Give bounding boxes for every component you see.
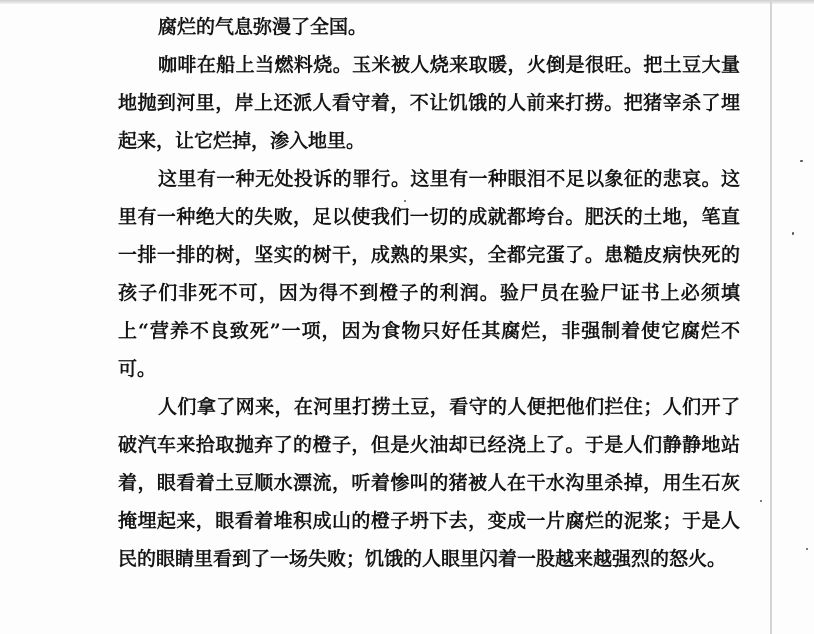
paragraph-1: 腐烂的气息弥漫了全国。 bbox=[158, 16, 368, 38]
page-edge-line bbox=[770, 0, 772, 634]
scan-speck bbox=[760, 500, 762, 502]
scan-speck bbox=[806, 548, 808, 550]
paragraph-3: 这里有一种无处投诉的罪行。这里有一种眼泪不足以象征的悲哀。这里有一种绝大的失败，足以使我们一切的成就都垮台。肥沃的土地，笔直一排一排的树，坚实的树干，成熟的果实，全都完蛋了。患糙皮病快死的孩子们非死不可，因为得不到橙子的利润。验尸员在验尸证书上必须填上“营养不良致死”一项，因为食物只好任其腐烂，非强制着使它腐烂不可。 bbox=[118, 168, 740, 380]
scan-speck bbox=[404, 200, 406, 202]
top-edge-shadow bbox=[0, 0, 814, 4]
scan-speck bbox=[800, 160, 803, 162]
paragraph-2: 咖啡在船上当燃料烧。玉米被人烧来取暖，火倒是很旺。把土豆大量地抛到河里，岸上还派人看守着，不让饥饿的人前来打捞。把猪宰杀了埋起来，让它烂掉，渗入地里。 bbox=[118, 54, 740, 152]
body-text bbox=[118, 8, 740, 578]
scan-speck bbox=[792, 232, 794, 235]
paragraph-4: 人们拿了网来，在河里打捞土豆，看守的人便把他们拦住；人们开了破汽车来拾取抛弃了的橙子，但是火油却已经浇上了。于是人们静静地站着，眼看着土豆顺水漂流，听着惨叫的猪被人在干水沟里杀掉，用生石灰掩埋起来，眼看着堆积成山的橙子坍下去，变成一片腐烂的泥浆；于是人民的眼睛里看到了一场失败；饥饿的人眼里闪着一股越来越强烈的怒火。 bbox=[118, 396, 740, 570]
